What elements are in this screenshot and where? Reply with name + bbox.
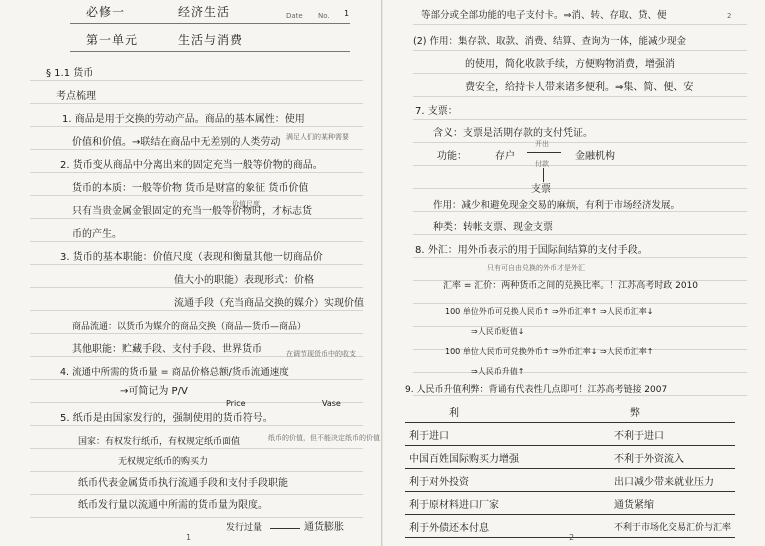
ruled-line: [30, 218, 363, 219]
ruled-line: [413, 50, 747, 51]
notebook-page-right: [383, 0, 765, 546]
course-label: 必修一: [86, 5, 126, 19]
note-line: 费安全，给持卡人带来诸多便利。⇒集、简、便、安: [465, 82, 694, 93]
ruled-line: [413, 257, 747, 258]
table-header: 利: [405, 400, 610, 423]
ruled-line: [30, 310, 363, 311]
arrow-line: [527, 152, 561, 153]
page-number: 2: [569, 533, 575, 542]
section-heading: 7. 支票：: [415, 106, 458, 117]
book-title: 经济生活: [178, 5, 231, 19]
table-cell: 利于对外投资: [405, 469, 610, 492]
ruled-line: [30, 402, 363, 403]
arrow-line: [543, 168, 544, 182]
margin-note: 纸币的价值，但不能决定纸币的价值: [268, 434, 380, 442]
note-line: 纸币发行量以流通中所需的货币量为限度。: [78, 500, 268, 511]
ruled-line: [30, 126, 363, 127]
table-cell: 中国百姓国际购买力增强: [405, 446, 610, 469]
no-value: 1: [344, 9, 350, 18]
ruled-line: [413, 24, 747, 25]
ruled-line: [413, 165, 747, 166]
subheading: 考点梳理: [56, 91, 96, 102]
ruled-line: [30, 471, 363, 472]
note-line: 纸币代表金属货币执行流通手段和支付手段职能: [78, 478, 288, 489]
ruled-line: [30, 494, 363, 495]
note-line: 1. 商品是用于交换的劳动产品。商品的基本属性：使用: [62, 114, 305, 125]
note-line: →可简记为 P/V: [120, 386, 188, 397]
note-word: 存户: [495, 151, 515, 162]
page-number: 1: [186, 533, 192, 542]
margin-note: 价值尺度: [232, 200, 260, 208]
note-line: 3. 货币的基本职能：价值尺度（表现和衡量其他一切商品价: [60, 252, 323, 263]
ruled-line: [30, 172, 363, 173]
table-row: [405, 492, 735, 515]
section-heading: § 1.1 货币: [46, 68, 94, 79]
unit-label: 第一单元: [86, 33, 139, 47]
note-line: 商品流通：以货币为媒介的商品交换（商品—货币—商品）: [72, 322, 307, 332]
ruled-line: [413, 142, 747, 143]
note-line: 汇率 = 汇价：两种货币之间的兑换比率。！江苏高考时政 2010: [443, 281, 699, 291]
note-line: 4. 流通中所需的货币量 = 商品价格总额/货币流通速度: [60, 367, 289, 378]
note-word: Vase: [322, 399, 341, 408]
note-line: 流通手段（充当商品交换的媒介）实现价值: [174, 298, 364, 309]
note-line: 的使用，简化收款手续，方便购物消费，增强消: [465, 59, 675, 70]
note-line: 5. 纸币是由国家发行的，强制使用的货币符号。: [60, 413, 273, 424]
note-word: Price: [226, 399, 246, 408]
ruled-line: [30, 517, 363, 518]
ruled-line: [30, 241, 363, 242]
note-word: 功能：: [437, 151, 467, 162]
margin-note: 满足人们的某种需要: [286, 133, 349, 141]
note-line: 其他职能：贮藏手段、支付手段、世界货币: [72, 344, 262, 355]
note-word: 金融机构: [575, 151, 615, 162]
table-cell: 不利于外资流入: [610, 446, 735, 469]
note-line: 种类：转帐支票、现金支票: [433, 222, 553, 233]
header-rule: [70, 51, 350, 52]
table-row: [405, 446, 735, 469]
note-line: 价值和价值。→联结在商品中无差别的人类劳动: [72, 137, 281, 148]
note-line: 国家：有权发行纸币，有权规定纸币面值: [78, 437, 241, 447]
ruled-line: [413, 119, 747, 120]
flow-label: 开出: [535, 140, 549, 148]
ruled-line: [30, 425, 363, 426]
table-header-row: [405, 400, 735, 423]
note-line: 100 单位人民币可兑换外币↑ ⇒外币汇率↓ ⇒人民币汇率↑: [445, 347, 654, 356]
ruled-line: [30, 379, 363, 380]
note-line: 含义：支票是活期存款的支付凭证。: [433, 128, 593, 139]
note-line: 9. 人民币升值利弊：背诵有代表性几点即可！江苏高考链接 2007: [405, 385, 668, 395]
corner-mark: 2: [727, 12, 732, 20]
table-cell: 出口减少带来就业压力: [610, 469, 735, 492]
note-line: 100 单位外币可兑换人民币↑ ⇒外币汇率↑ ⇒人民币汇率↓: [445, 307, 654, 316]
note-line: 无权规定纸币的购买力: [118, 457, 209, 467]
notebook-page-left: [0, 0, 382, 546]
note-word: 支票: [531, 184, 551, 195]
ruled-line: [413, 326, 747, 327]
no-label: No.: [318, 12, 330, 20]
ruled-line: [30, 149, 363, 150]
ruled-line: [30, 264, 363, 265]
table-cell: 利于进口: [405, 423, 610, 446]
ruled-line: [30, 195, 363, 196]
table-cell: 不利于市场化交易汇价与汇率: [610, 515, 735, 538]
margin-note: 只有可自由兑换的外币才是外汇: [487, 264, 585, 272]
note-line: 8. 外汇：用外币表示的用于国际间结算的支付手段。: [415, 245, 648, 256]
note-line: 作用：减少和避免现金交易的麻烦，有利于市场经济发展。: [433, 200, 681, 211]
table-row: [405, 469, 735, 492]
note-line: 等部分或全部功能的电子支付卡。⇒消、转、存取、贷、便: [421, 10, 667, 21]
table-cell: 不利于进口: [610, 423, 735, 446]
header-rule: [70, 23, 350, 24]
ruled-line: [413, 234, 747, 235]
table-cell: 通货紧缩: [610, 492, 735, 515]
ruled-line: [413, 303, 747, 304]
table-row: [405, 423, 735, 446]
ruled-line: [413, 96, 747, 97]
table-cell: 利于外债还本付息: [405, 515, 610, 538]
unit-title: 生活与消费: [178, 33, 244, 47]
note-line: 只有当贵金属金银固定的充当一般等价物时，才标志货: [72, 206, 312, 217]
note-line: ⇒人民币贬值↓: [471, 327, 525, 336]
ruled-line: [413, 73, 747, 74]
ruled-line: [30, 80, 363, 81]
note-word: 发行过量: [226, 523, 263, 533]
note-line: 币的产生。: [72, 229, 122, 240]
margin-note: 在调节现货币中的收支: [286, 350, 356, 358]
arrow-line: [270, 528, 300, 529]
date-label: Date: [286, 12, 303, 20]
ruled-line: [413, 372, 747, 373]
note-line: ⇒人民币升值↑: [471, 367, 525, 376]
ruled-line: [30, 103, 363, 104]
table-header: 弊: [610, 400, 735, 423]
ruled-line: [413, 188, 747, 189]
note-line: (2) 作用：集存款、取款、消费、结算、查询为一体，能减少现金: [413, 36, 686, 47]
note-line: 货币的本质：一般等价物 货币是财富的象征 货币价值: [72, 183, 309, 194]
ruled-line: [30, 287, 363, 288]
flow-label: 付款: [535, 160, 549, 168]
note-word: 通货膨胀: [304, 522, 344, 533]
pros-cons-table: [405, 400, 735, 538]
note-line: 值大小的职能）表现形式：价格: [174, 275, 314, 286]
ruled-line: [30, 448, 363, 449]
ruled-line: [30, 333, 363, 334]
table-cell: 利于原材料进口厂家: [405, 492, 610, 515]
note-line: 2. 货币变从商品中分离出来的固定充当一般等价物的商品。: [60, 160, 323, 171]
